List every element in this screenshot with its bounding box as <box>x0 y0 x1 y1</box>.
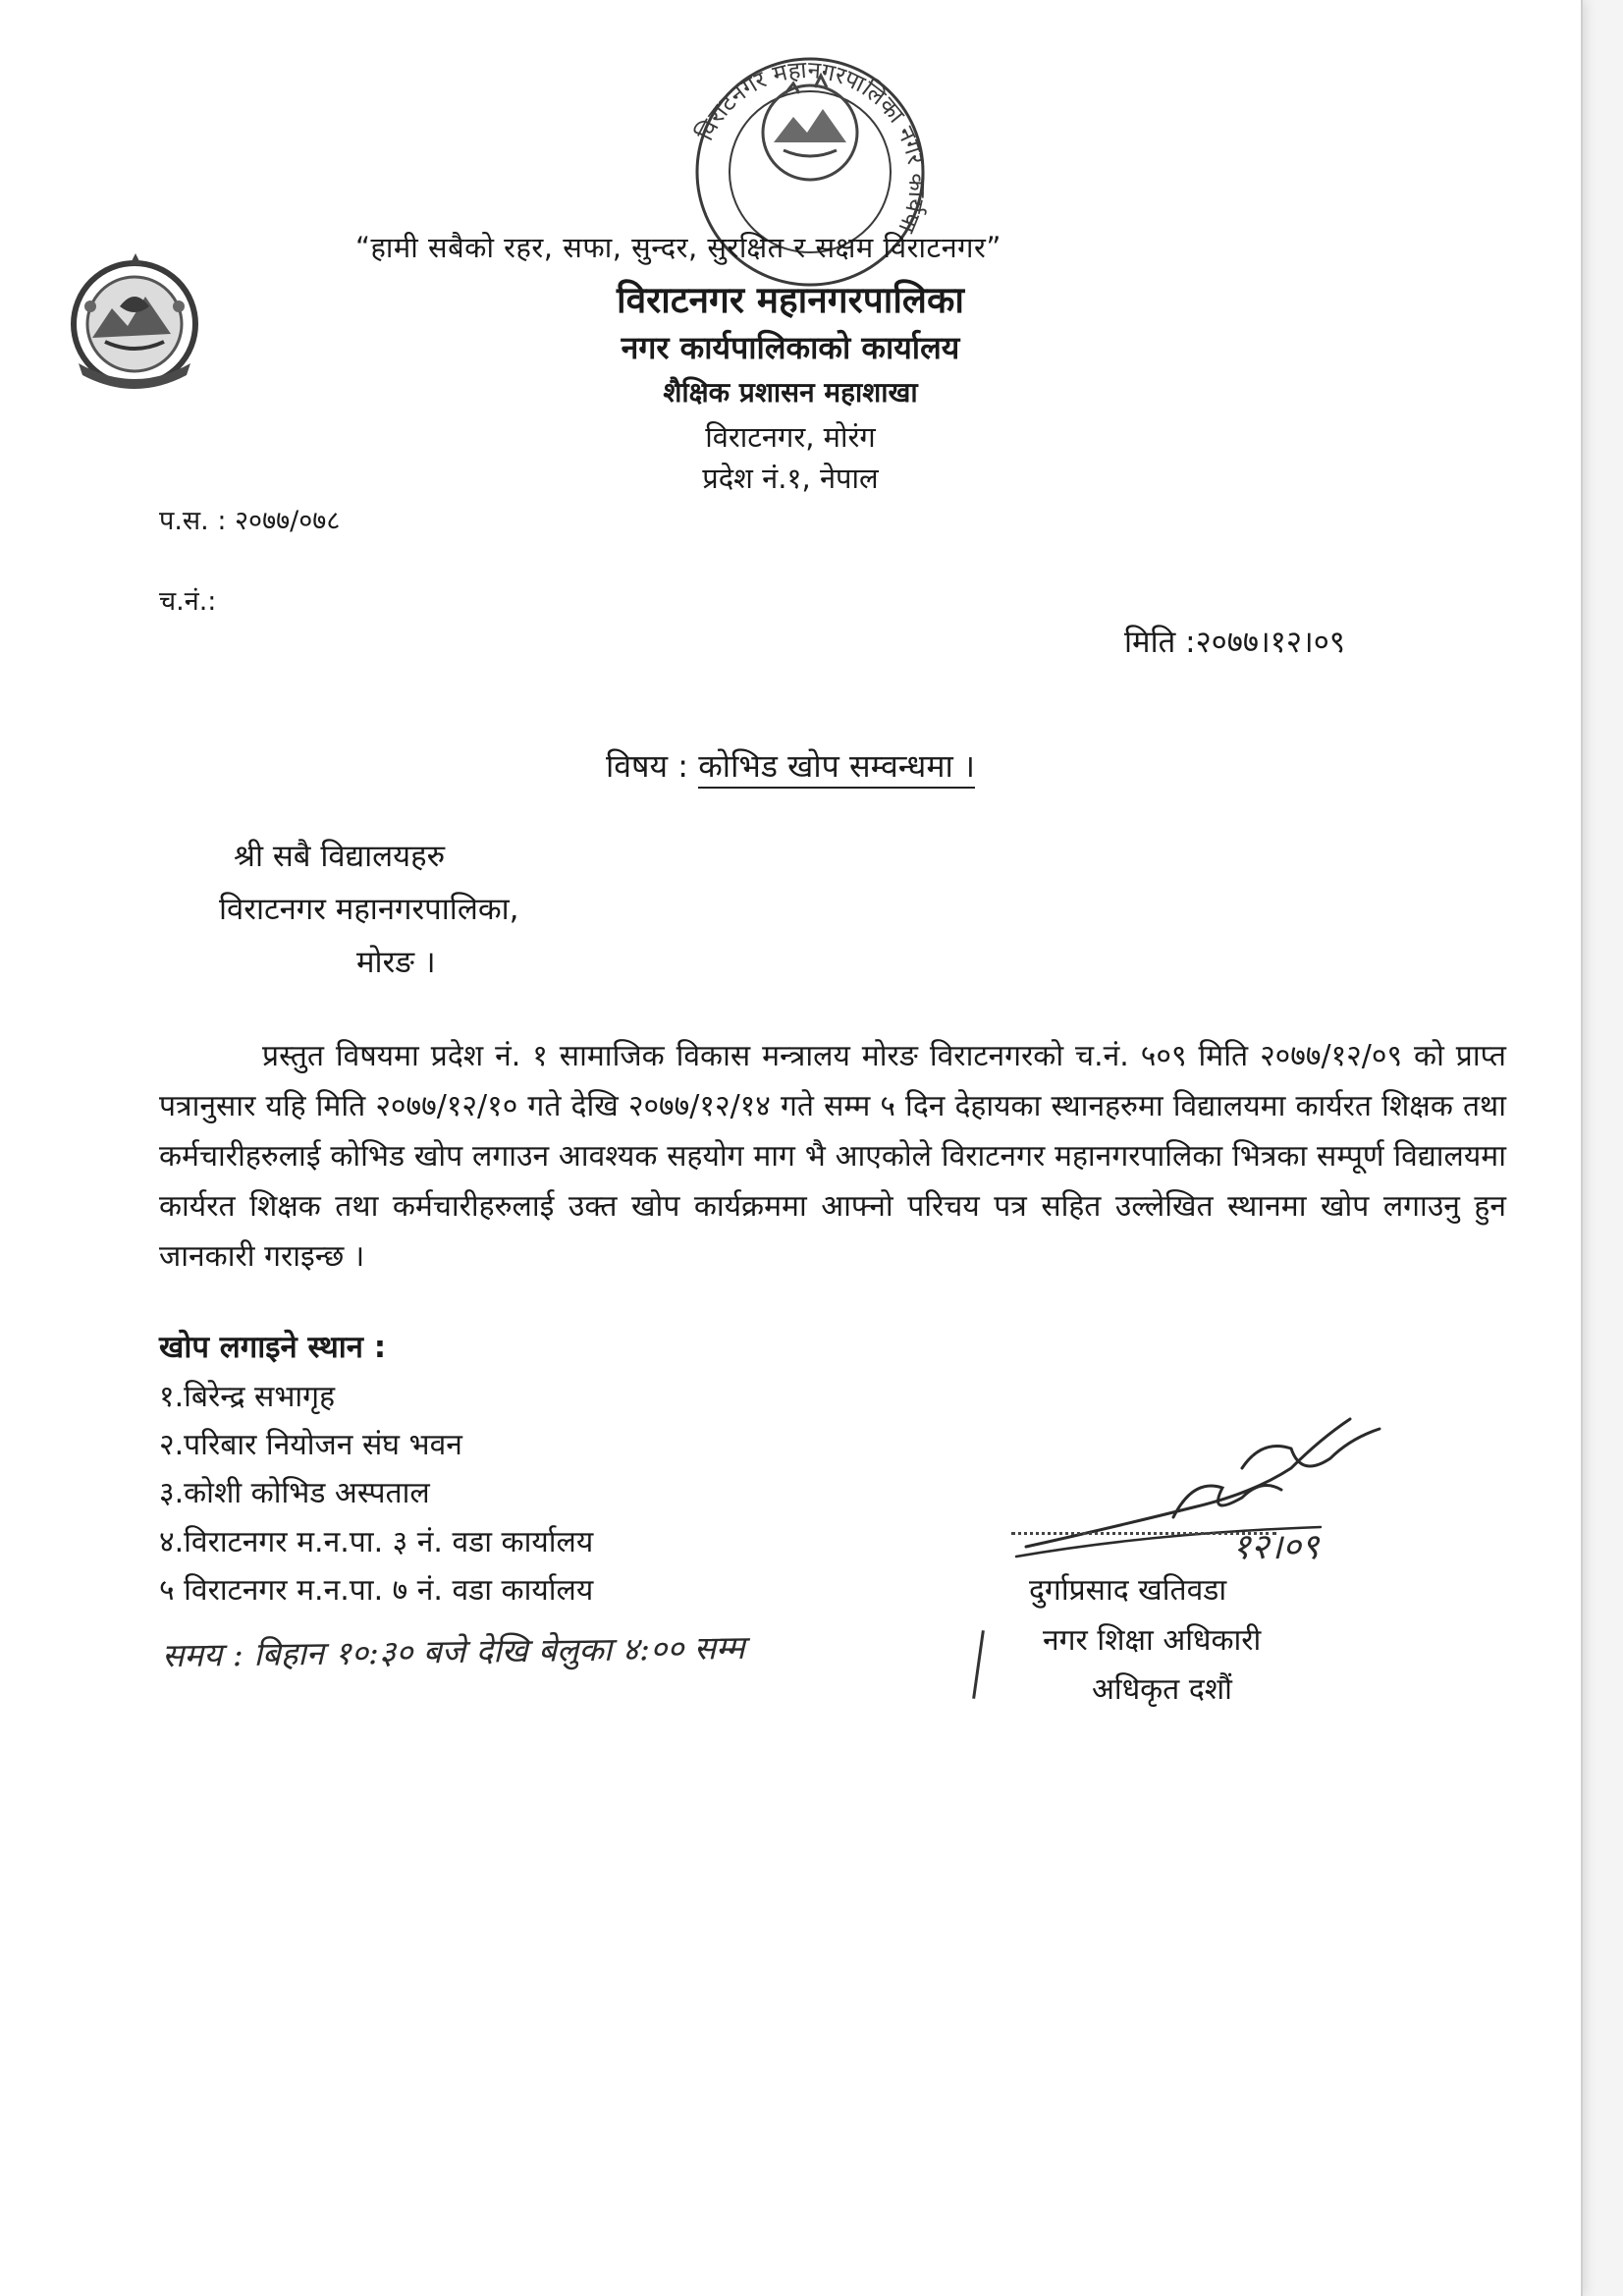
subject-label: विषय : <box>605 747 689 785</box>
signature-date-mark: १२।०९ <box>1232 1527 1320 1567</box>
signature-dotted-line <box>1011 1532 1276 1535</box>
location-item: ३.कोशी कोभिड अस्पताल <box>159 1476 430 1510</box>
handwritten-danda-mark <box>972 1630 985 1699</box>
handwritten-signature-icon <box>997 1409 1399 1576</box>
fiscal-year-reference: प.स. : २०७७/०७८ <box>159 506 341 536</box>
subject-text: कोभिड खोप सम्वन्धमा । <box>698 747 975 789</box>
motto: “हामी सबैको रहर, सफा, सुन्दर, सुरक्षित र सक्षम विराटनगर” <box>355 231 1001 264</box>
letter-date: मिति :२०७७।१२।०९ <box>1124 625 1346 660</box>
addressee-line-3: मोरङ । <box>356 945 436 980</box>
signatory-name: दुर्गाप्रसाद खतिवडा <box>1029 1573 1227 1608</box>
seal-text: विराटनगर महानगरपालिका नगर कार्यपालिकाको <box>690 55 932 238</box>
province-line: प्रदेश नं.१, नेपाल <box>702 462 879 495</box>
addressee-line-2: विराटनगर महानगरपालिका, <box>219 892 519 927</box>
branch-name: शैक्षिक प्रशासन महाशाखा <box>663 376 918 409</box>
body-text <box>159 1031 1506 1282</box>
location-item: १.बिरेन्द्र सभागृह <box>159 1380 336 1414</box>
location-item: २.परिबार नियोजन संघ भवन <box>159 1428 462 1462</box>
organization-title: विराटनगर महानगरपालिका <box>616 279 965 321</box>
signatory-role: नगर शिक्षा अधिकारी <box>1043 1623 1262 1658</box>
office-name: नगर कार्यपालिकाको कार्यालय <box>621 329 960 366</box>
locations-heading: खोप लगाइने स्थान : <box>159 1330 387 1365</box>
signatory-grade: अधिकृत दशौं <box>1092 1672 1232 1707</box>
subject-line <box>0 744 1581 787</box>
city-line: विराटनगर, मोरंग <box>705 420 876 454</box>
addressee-line-1: श्री सबै विद्यालयहरु <box>234 839 446 874</box>
dispatch-number: च.नं.: <box>159 586 217 617</box>
body-paragraph: प्रस्तुत विषयमा प्रदेश नं. १ सामाजिक विकास मन्त्रालय मोरङ विराटनगरको च.नं. ५०९ मिति २०७७/१२/०९ को प्राप्त पत्रानुसार यहि मिति २०७७/१२/१० गते देखि २०७७/१२/१४ गते सम्म ५ दिन देहायका स्थानहरुमा विद्यालयमा कार्यरत शिक्षक तथा कर्मचारीहरुलाई कोभिड खोप लगाउन आवश्यक सहयोग माग भै आएकोले विराटनगर महानगरपालिका भित्रका सम्पूर्ण विद्यालयमा कार्यरत शिक्षक तथा कर्मचारीहरुलाई उक्त खोप कार्यक्रममा आफ्नो परिचय पत्र सहित उल्लेखित स्थानमा खोप लगाउनु हुन जानकारी गराइन्छ । <box>159 1039 1506 1274</box>
location-item: ४.विराटनगर म.न.पा. ३ नं. वडा कार्यालय <box>159 1525 594 1559</box>
handwritten-time-note: समय : बिहान १०:३० बजे देखि बेलुका ४:०० सम्म <box>161 1627 746 1675</box>
location-item: ५ विराटनगर म.न.पा. ७ नं. वडा कार्यालय <box>159 1573 594 1608</box>
